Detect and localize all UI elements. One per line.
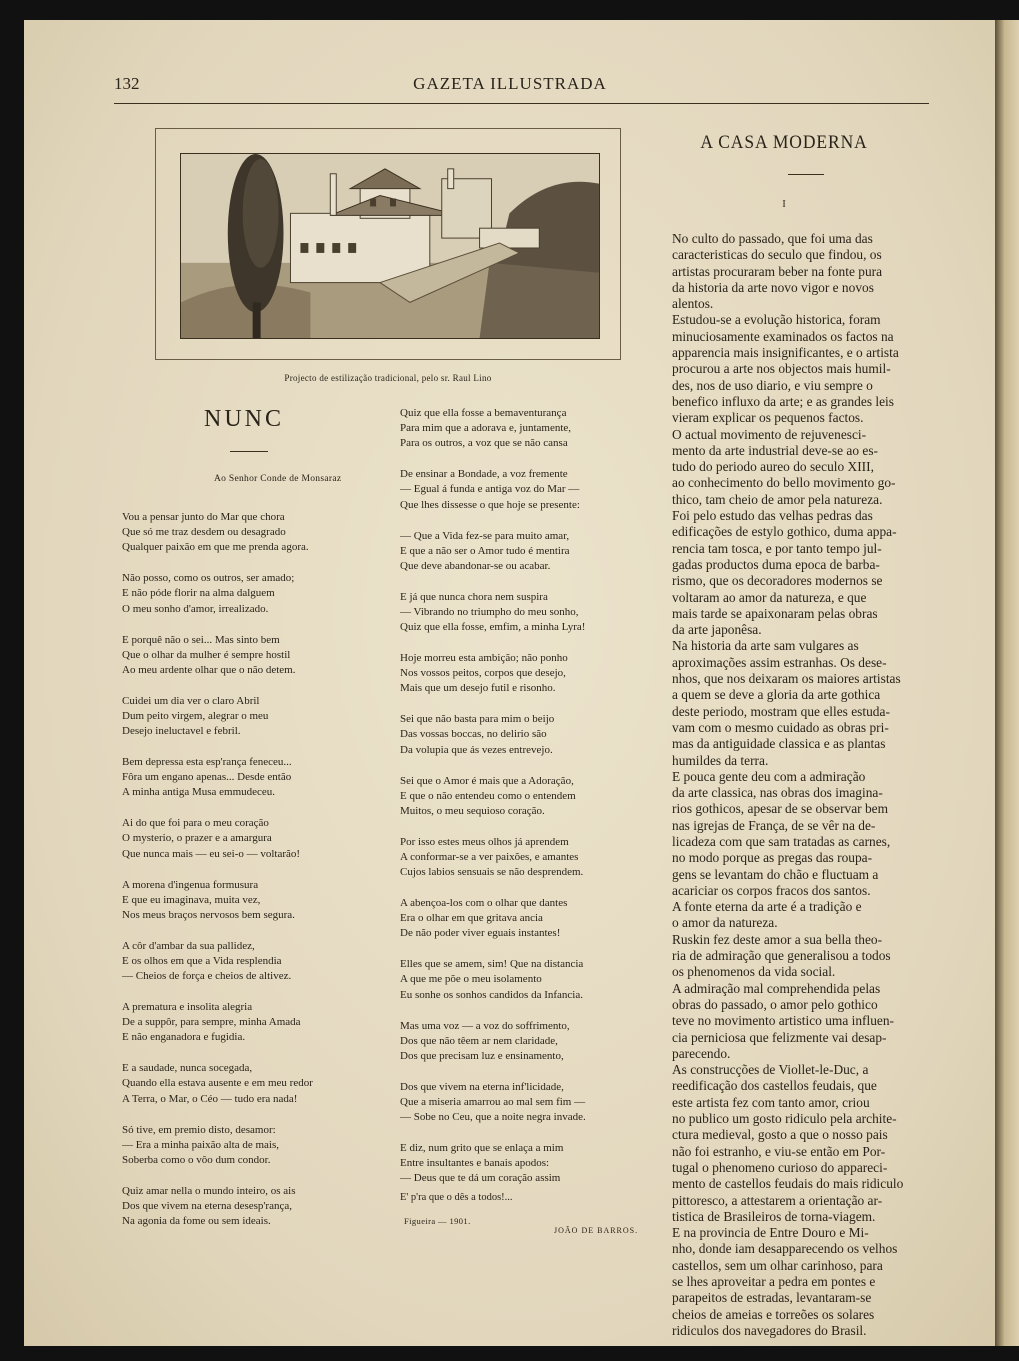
poem-line: Que nunca mais — eu sei-o — voltarão!: [122, 847, 301, 860]
poem-stanza: [400, 651, 650, 697]
article-line: vieram explicar os pequenos factos.: [672, 410, 864, 426]
article-line: nho, donde iam desapparecendo os velhos: [672, 1241, 898, 1257]
poem-line: — Sobe no Ceu, que a noite negra invade.: [400, 1111, 586, 1124]
poem-line: E já que nunca chora nem suspira: [400, 590, 548, 603]
poem-author: JOÃO DE BARROS.: [554, 1226, 639, 1235]
article-line: gens se levantam do chão e fluctuam a: [672, 866, 879, 882]
article-line: reedificação dos castellos feudais, que: [672, 1078, 877, 1094]
article-line: ridiculos dos navegadores do Brasil.: [672, 1322, 867, 1338]
poem-title: NUNC: [203, 406, 284, 432]
poem-stanza: [122, 1123, 392, 1169]
poem-line: Sei que o Amor é mais que a Adoração,: [400, 774, 574, 787]
house-illustration: [180, 153, 600, 339]
poem-line: — Deus que te dá um coração assim: [400, 1172, 561, 1185]
article-line: nas igrejas de França, de se vêr na de-: [672, 817, 876, 833]
poem-line: Que só me traz desdem ou desagrado: [122, 526, 286, 539]
poem-line: Dos que não têem ar nem claridade,: [400, 1034, 558, 1047]
article-title: A CASA MODERNA: [700, 132, 868, 153]
article-line: tistica de Brasileiros de torna-viagem.: [672, 1208, 876, 1224]
article-line: da historia da arte novo vigor e novos: [672, 279, 874, 295]
article-line: mento de castellos feudais do mais ridiculo: [672, 1176, 904, 1192]
poem-stanza: [400, 835, 650, 881]
poem-stanza: [400, 1019, 650, 1065]
poem-line: Mais que um desejo futil e risonho.: [400, 682, 556, 695]
poem-stanza: [400, 896, 650, 942]
article-line: As construcções de Viollet-le-Duc, a: [672, 1062, 869, 1078]
article-line: se lhes aproveitar a pedra em pontes e: [672, 1274, 876, 1289]
article-line: E na provincia de Entre Douro e Mi-: [672, 1225, 869, 1241]
poem-line: Eu sonhe os sonhos candidos da Infancia.: [400, 988, 583, 1001]
article-line: ao conhecimento do bello movimento go-: [672, 475, 896, 491]
poem-stanza: [122, 571, 392, 617]
article-line: nhos, que nos deixaram os maiores artistas: [672, 671, 901, 687]
poem-line: Fôra um engano apenas... Desde então: [122, 771, 292, 784]
article-line: Foi pelo estudo das velhas pedras das: [672, 508, 873, 524]
poem-stanza: [400, 1141, 650, 1187]
article-line: Na historia da arte sam vulgares as: [672, 638, 859, 654]
article-line: procurou a arte nos objectos mais humil-: [672, 361, 891, 377]
poem-line: De ensinar a Bondade, a voz fremente: [400, 468, 568, 481]
poem-stanza: [400, 406, 650, 452]
article-line: acariciar os corpos fracos dos santos.: [672, 882, 871, 898]
article-line: cheios de ameias e torreões os solares: [672, 1306, 875, 1322]
poem-line: Por isso estes meus olhos já aprendem: [400, 835, 569, 848]
article-line: ctura medieval, gosto a que o nosso pais: [672, 1127, 888, 1143]
poem-line: — Que a Vida fez-se para muito amar,: [400, 529, 570, 542]
article-line: edificações de estylo gothico, duma appa-: [672, 524, 897, 540]
article-line: voltaram ao amor da natureza, e que: [672, 589, 867, 605]
article-line: este artista fez com tanto amor, criou: [672, 1094, 870, 1110]
house-illustration-drawing: [181, 154, 599, 338]
poem-stanza: [122, 1061, 392, 1107]
poem-line: E porquê não o sei... Mas sinto bem: [122, 633, 280, 646]
article-line: não foi estranho, e viu-se então em Por-: [672, 1143, 886, 1159]
poem-line: Que a miseria amarrou ao mal sem fim —: [400, 1095, 586, 1108]
article-line: des, nos de uso diario, e viu sempre o: [672, 377, 873, 393]
poem-line: Mas uma voz — a voz do soffrimento,: [400, 1019, 570, 1032]
article-line: minuciosamente examinados os factos na: [672, 328, 894, 344]
article-line: A admiração mal comprehendida pelas: [672, 980, 881, 996]
poem-stanza: [122, 939, 392, 985]
article-line: cia perniciosa que felizmente vai desap-: [672, 1029, 887, 1045]
poem-stanza: [400, 529, 650, 575]
poem-line: — Cheios de força e cheios de altivez.: [122, 970, 292, 983]
article-line: teve no movimento artistico uma influen-: [672, 1013, 895, 1029]
poem-line: Bem depressa esta esp'rança feneceu...: [122, 756, 292, 768]
poem-line: O meu sonho d'amor, irrealizado.: [122, 602, 269, 615]
article-line: no modo porque as pregas das roupa-: [672, 850, 873, 866]
poem-line: E que o não entendeu como o entendem: [400, 789, 576, 802]
article-line: da arte japonêsa.: [672, 622, 762, 638]
poem-line: Não posso, como os outros, ser amado;: [122, 572, 295, 585]
article-line: Estudou-se a evolução historica, foram: [672, 312, 881, 328]
poem-line: Dos que vivem na eterna inf'licidade,: [400, 1080, 564, 1093]
poem-line: — Vibrando no triumpho do meu sonho,: [400, 605, 579, 618]
poem-line: — Era a minha paixão alta de mais,: [122, 1138, 279, 1151]
article-line: obras do passado, o amor pelo gothico: [672, 996, 878, 1012]
poem-stanza: [400, 1080, 650, 1126]
poem-stanza: [122, 1000, 392, 1046]
poem-stanza: [400, 774, 650, 820]
article-line: aproximações assim estranhas. Os dese-: [672, 654, 887, 670]
poem-stanza: [400, 467, 650, 513]
poem-line: Nos meus braços nervosos bem segura.: [122, 908, 295, 921]
poem-line: A conformar-se a ver paixões, e amantes: [400, 850, 579, 863]
poem-line: De não poder viver eguais instantes!: [400, 927, 561, 940]
article-line: benefico influxo da arte; e as grandes leis: [672, 393, 894, 409]
article-line: o amor da natureza.: [672, 915, 778, 931]
article-line: pittoresco, a attestarem a orientação ar-: [672, 1192, 883, 1208]
article-line: thico, tam cheio de amor pela natureza.: [672, 491, 883, 507]
article-line: mais tarde se apaixonaram pelas obras: [672, 605, 878, 621]
article-line: Ruskin fez deste amor a sua bella theo-: [672, 931, 883, 947]
poem-stanza: [400, 957, 650, 1003]
article-line: os phenomenos da vida social.: [672, 964, 836, 980]
poem-line: Que lhes dissesse o que hoje se presente:: [400, 498, 580, 511]
poem-line: E a saudade, nunca socegada,: [122, 1062, 253, 1075]
poem-line: A morena d'ingenua formusura: [122, 878, 259, 891]
article-section-number: I: [782, 199, 786, 210]
article-line: ria de admiração que generalisou a todos: [672, 948, 891, 964]
article-line: a quem se deve a gloria da arte gothica: [672, 687, 881, 703]
poem-line: A abençoa-los com o olhar que dantes: [400, 897, 568, 909]
poem-line: Para os outros, a voz que se não cansa: [400, 437, 568, 450]
running-head: GAZETA ILLUSTRADA: [413, 74, 607, 93]
page-number: 132: [114, 74, 140, 93]
poem-line: Ai do que foi para o meu coração: [122, 817, 269, 830]
poem-stanza: [122, 510, 392, 556]
article-line: no publico um gosto ridiculo pela archite-: [672, 1111, 897, 1127]
article-line: A fonte eterna da arte é a tradição e: [672, 899, 862, 915]
poem-line: E não póde florir na alma dalguem: [122, 587, 275, 600]
poem-line: Quando ella estava ausente e em meu redor: [122, 1077, 313, 1090]
poem-middle-column: [400, 406, 650, 1202]
poem-line: E os olhos em que a Vida resplendia: [122, 954, 282, 967]
article-line: mas da antiguidade classica e as plantas: [672, 736, 886, 752]
poem-line: Da volupia que ás vezes entrevejo.: [400, 743, 553, 756]
article-line: gadas productos duma epoca de barba-: [672, 556, 880, 572]
poem-line: A minha antiga Musa emmudeceu.: [122, 786, 276, 799]
poem-line: Soberba como o vôo dum condor.: [122, 1153, 271, 1166]
poem-line: Quiz amar nella o mundo inteiro, os ais: [122, 1184, 296, 1197]
poem-line: Cujos labios sensuais se não desprendem.: [400, 866, 584, 879]
poem-left-column: [122, 510, 392, 1245]
poem-line: De a suppôr, para sempre, minha Amada: [122, 1016, 301, 1029]
poem-dedication: Ao Senhor Conde de Monsaraz: [214, 474, 342, 484]
poem-title-rule: [230, 451, 268, 452]
poem-line: A Terra, o Mar, o Céo — tudo era nada!: [122, 1092, 298, 1105]
newspaper-page: [24, 20, 996, 1346]
poem-line: Para mim que a adorava e, juntamente,: [400, 422, 572, 435]
poem-line: Entre insultantes e banais apodos:: [400, 1157, 550, 1170]
article-line: alentos.: [672, 296, 714, 312]
poem-stanza: [122, 816, 392, 862]
poem-line: A que me põe o meu isolamento: [400, 973, 542, 986]
article-line: tudo do periodo aureo do seculo XIII,: [672, 459, 874, 475]
poem-line: Dos que precisam luz e ensinamento,: [400, 1049, 564, 1062]
poem-line: Muitos, o meu sequioso coração.: [400, 804, 545, 817]
poem-stanza: [122, 878, 392, 924]
poem-closing-line: E' p'ra que o dês a todos!...: [400, 1192, 513, 1203]
poem-place-date: Figueira — 1901.: [404, 1216, 471, 1226]
poem-line: Na agonia da fome ou sem ideais.: [122, 1215, 271, 1228]
poem-line: Nos vossos peitos, corpos que desejo,: [400, 667, 566, 680]
article-line: rismo, que os decoradores modernos se: [672, 573, 883, 589]
poem-line: A côr d'ambar da sua pallidez,: [122, 939, 255, 952]
article-line: tugal o phenomeno curioso do appareci-: [672, 1159, 888, 1175]
article-body: [672, 231, 932, 1339]
poem-line: Quiz que ella fosse, emfim, a minha Lyra!: [400, 621, 586, 634]
header-rule: [114, 103, 929, 104]
poem-line: Dos que vivem na eterna desesp'rança,: [122, 1199, 292, 1212]
poem-line: Só tive, em premio disto, desamor:: [122, 1123, 276, 1136]
poem-stanza: [122, 755, 392, 801]
poem-stanza: [122, 1184, 392, 1230]
poem-line: Sei que não basta para mim o beijo: [400, 713, 555, 726]
article-line: humildes da terra.: [672, 752, 769, 768]
article-line: vam com o mesmo cuidado as obras pri-: [672, 719, 889, 735]
article-line: parapeitos de estradas, levantaram-se: [672, 1290, 872, 1306]
poem-line: Elles que se amem, sim! Que na distancia: [400, 958, 584, 971]
poem-stanza: [122, 694, 392, 740]
article-line: licadeza com que sam tratadas as carnes,: [672, 833, 891, 849]
article-line: artistas procuraram beber na fonte pura: [672, 263, 883, 279]
article-line: rios gothicos, apesar de se observar bem: [672, 801, 889, 817]
poem-line: E que eu imaginava, muita vez,: [122, 893, 261, 906]
article-line: mento da arte industrial deve-se ao es-: [672, 442, 878, 458]
article-line: E pouca gente deu com a admiração: [672, 768, 866, 784]
figure-caption: Projecto de estilização tradicional, pelo sr. Raul Lino: [284, 373, 492, 383]
article-line: parecendo.: [672, 1045, 731, 1061]
poem-line: A prematura e insolita alegria: [122, 1001, 253, 1013]
article-line: caracteristicas do seculo que findou, os: [672, 247, 882, 263]
poem-line: Das vossas boccas, no delirio são: [400, 728, 547, 741]
article-line: rencia tam tosca, e por tanto tempo jul-: [672, 540, 882, 556]
article-line: apparencia mais insignificantes, e o artista: [672, 345, 899, 361]
poem-line: Cuidei um dia ver o claro Abril: [122, 694, 260, 707]
poem-line: E não enganadora e fugidia.: [122, 1031, 246, 1044]
poem-line: Era o olhar em que gritava ancia: [400, 912, 543, 925]
poem-stanza: [122, 633, 392, 679]
article-line: castellos, sem um olhar carinhoso, para: [672, 1257, 883, 1273]
poem-line: Que deve abandonar-se ou acabar.: [400, 559, 551, 572]
poem-line: Hoje morreu esta ambição; não ponho: [400, 652, 568, 664]
next-page-edge: [995, 20, 1019, 1346]
article-line: da arte classica, nas obras dos imagina-: [672, 785, 883, 801]
article-line: deste periodo, mostram que elles estuda-: [672, 703, 890, 719]
poem-line: Qualquer paixão em que me prenda agora.: [122, 541, 309, 554]
poem-line: O mysterio, o prazer e a amargura: [122, 832, 272, 845]
poem-stanza: [400, 590, 650, 636]
poem-stanza: [400, 712, 650, 758]
poem-line: Vou a pensar junto do Mar que chora: [122, 511, 285, 523]
poem-line: E diz, num grito que se enlaça a mim: [400, 1142, 564, 1154]
poem-line: Dum peito virgem, alegrar o meu: [122, 709, 269, 722]
poem-line: Que o olhar da mulher é sempre hostil: [122, 648, 291, 661]
poem-line: Ao meu ardente olhar que o não detem.: [122, 663, 296, 676]
poem-line: Desejo ineluctavel e febril.: [122, 725, 241, 738]
article-line: O actual movimento de rejuvenesci-: [672, 426, 867, 442]
article-line: No culto do passado, que foi uma das: [672, 231, 873, 246]
poem-line: — Egual á funda e antiga voz do Mar —: [400, 483, 580, 496]
poem-line: E que a não ser o Amor tudo é mentira: [400, 544, 570, 557]
poem-line: Quiz que ella fosse a bemaventurança: [400, 407, 567, 419]
article-title-rule: [788, 174, 824, 175]
